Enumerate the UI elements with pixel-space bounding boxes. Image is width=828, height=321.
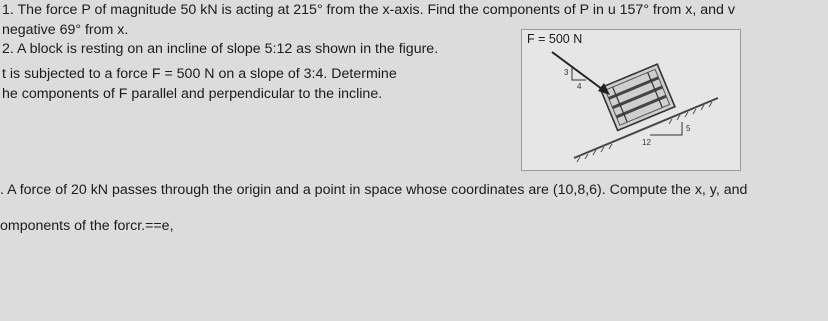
problem-2-line-1: 2. A block is resting on an incline of slope 5:12 as shown in the figure. — [2, 41, 439, 57]
small-slope-rise: 3 — [564, 68, 569, 77]
problem-2-line-3: he components of F parallel and perpendicular to the incline. — [2, 86, 383, 102]
force-label: F = 500 N — [527, 32, 583, 46]
incline-rise: 5 — [686, 124, 691, 133]
problem-3-line-1: . A force of 20 kN passes through the origin and a point in space whose coordinates are (10,8,6). Compute the x, y, and — [0, 182, 748, 198]
incline-figure — [521, 29, 741, 171]
incline-drawing — [522, 30, 740, 170]
problem-1-line-1: 1. The force P of magnitude 50 kN is acting at 215° from the x-axis. Find the components of P in u 157° from x, and v — [2, 2, 735, 18]
incline-run: 12 — [642, 138, 651, 147]
problem-3-line-2: omponents of the forcr.==e, — [0, 218, 174, 234]
problem-1-line-2: negative 69° from x. — [2, 22, 129, 38]
small-slope-run: 4 — [577, 82, 582, 91]
problem-2-line-2: t is subjected to a force F = 500 N on a slope of 3:4. Determine — [2, 66, 397, 82]
